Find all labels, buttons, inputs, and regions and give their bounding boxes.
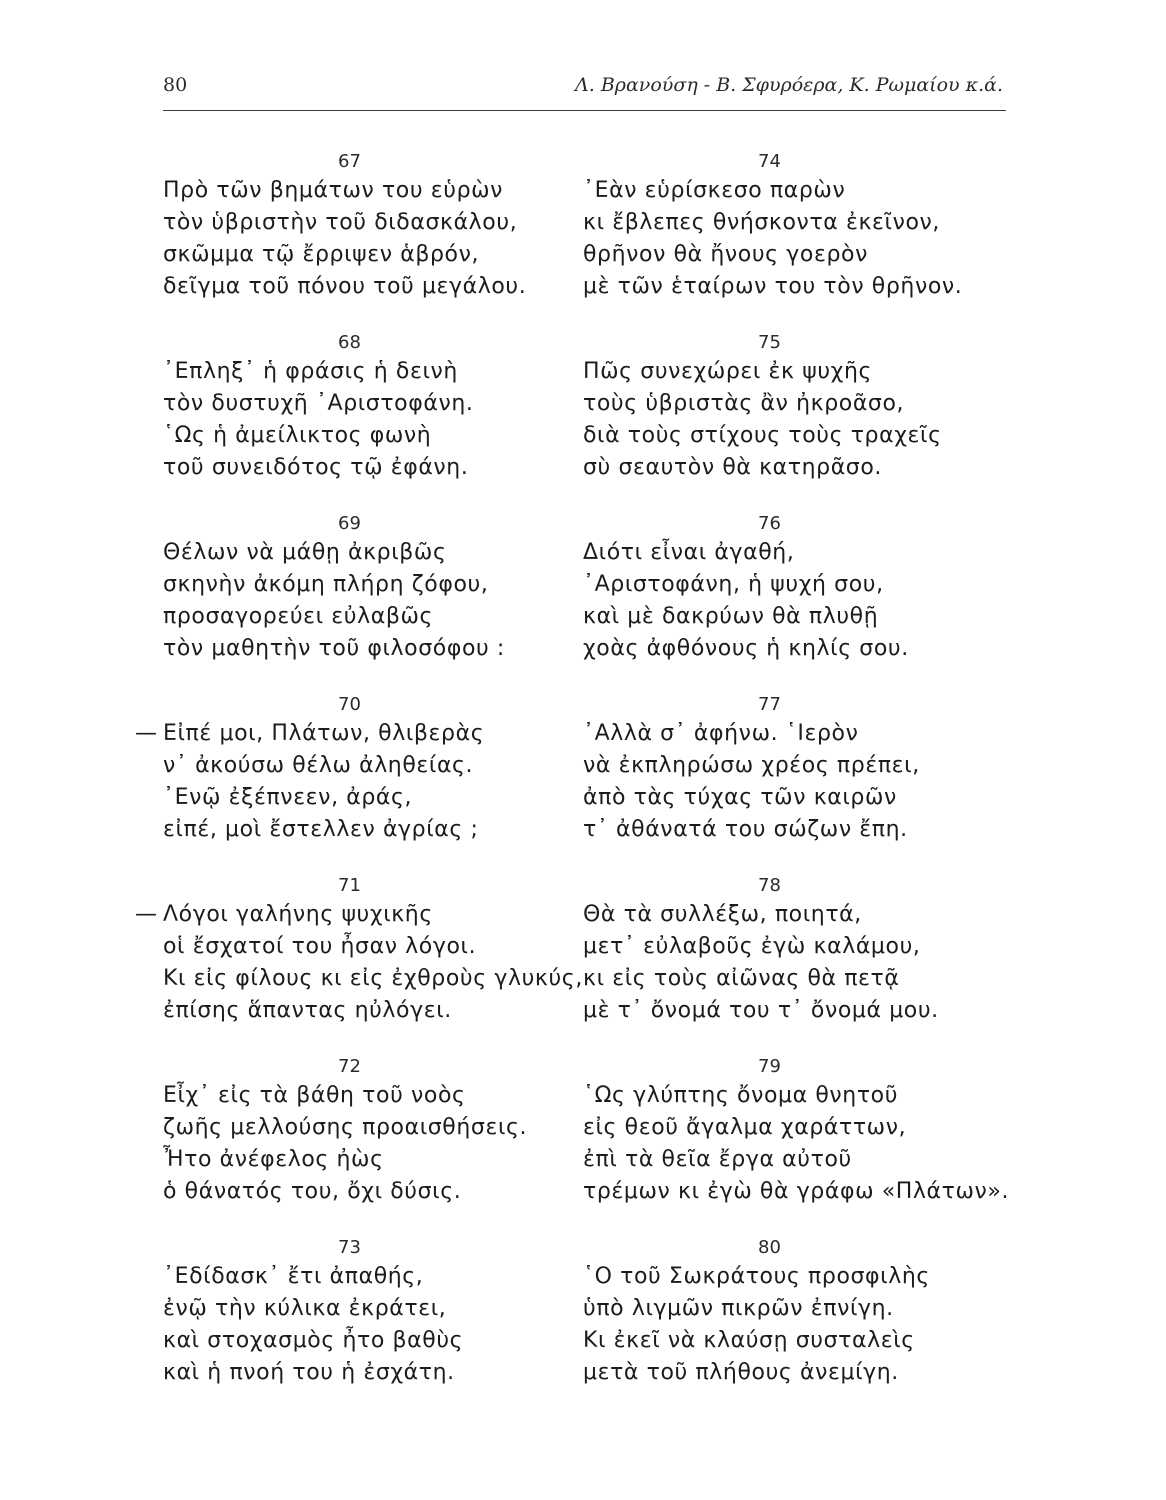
verse-line xyxy=(583,995,1043,1027)
stanza xyxy=(583,1053,1043,1234)
verse-line xyxy=(583,633,1043,665)
verse-line xyxy=(163,420,623,452)
verse-text: κι ἔβλεπες θνήσκοντα ἐκεῖνον, xyxy=(583,210,941,235)
verse-line xyxy=(135,899,623,931)
verse-line xyxy=(583,601,1043,633)
stanza xyxy=(583,148,1043,329)
verse-line xyxy=(583,356,1043,388)
verse-text: εἰς θεοῦ ἄγαλμα χαράττων, xyxy=(583,1115,907,1140)
page-number: 80 xyxy=(163,74,188,96)
verse-text: Θέλων νὰ μάθῃ ἀκριβῶς xyxy=(163,540,447,565)
verse-text: ὑπὸ λιγμῶν πικρῶν ἐπνίγη. xyxy=(583,1296,894,1321)
verse-line xyxy=(583,814,1043,846)
verse-text: Θὰ τὰ συλλέξω, ποιητά, xyxy=(583,902,862,927)
verse-line xyxy=(583,1293,1043,1325)
verse-line xyxy=(135,718,623,750)
verse-text: εἰπέ, μοὶ ἔστελλεν ἀγρίας ; xyxy=(163,817,479,842)
verse-line xyxy=(163,207,623,239)
verse-text: σκηνὴν ἀκόμη πλήρη ζόφου, xyxy=(163,572,489,597)
stanza-number: 71 xyxy=(338,875,361,896)
verse-line xyxy=(163,1176,623,1208)
verse-line xyxy=(163,931,623,963)
verse-text: Ἦτο ἀνέφελος ἠὼς xyxy=(163,1147,384,1172)
verse-text: Κι ἐκεῖ νὰ κλαύσῃ συσταλεὶς xyxy=(583,1328,915,1353)
stanza-number: 77 xyxy=(758,694,781,715)
stanza xyxy=(583,691,1043,872)
verse-text: δεῖγμα τοῦ πόνου τοῦ μεγάλου. xyxy=(163,274,527,299)
verse-line xyxy=(163,569,623,601)
verse-text: σκῶμμα τῷ ἔρριψεν ἁβρόν, xyxy=(163,242,480,267)
verse-line xyxy=(163,1112,623,1144)
verse-line xyxy=(163,356,623,388)
verse-line xyxy=(163,537,623,569)
verse-line xyxy=(583,452,1043,484)
stanza-number: 79 xyxy=(758,1056,781,1077)
verse-line xyxy=(583,420,1043,452)
verse-text: ἐπὶ τὰ θεῖα ἔργα αὐτοῦ xyxy=(583,1147,852,1172)
verse-text: ᾿Ενῷ ἐξέπνεεν, ἀράς, xyxy=(163,785,413,810)
verse-text: ἀπὸ τὰς τύχας τῶν καιρῶν xyxy=(583,785,897,810)
verse-text: σὺ σεαυτὸν θὰ κατηρᾶσο. xyxy=(583,455,882,480)
dialogue-dash: — xyxy=(135,902,158,927)
verse-text: ᾿Επληξ᾿ ἡ φράσις ἡ δεινὴ xyxy=(163,359,458,384)
verse-line xyxy=(583,718,1043,750)
verse-line xyxy=(163,1325,623,1357)
verse-text: ᾿Εδίδασκ᾿ ἔτι ἀπαθής, xyxy=(163,1264,424,1289)
verse-line xyxy=(163,239,623,271)
stanza xyxy=(163,329,623,510)
verse-line xyxy=(163,814,623,846)
stanza-number: 69 xyxy=(338,513,361,534)
stanza xyxy=(163,1053,623,1234)
verse-text: ὁ θάνατός του, ὄχι δύσις. xyxy=(163,1179,462,1204)
stanza-number: 70 xyxy=(338,694,361,715)
verse-line xyxy=(583,782,1043,814)
verse-line xyxy=(583,207,1043,239)
verse-line xyxy=(583,750,1043,782)
stanza xyxy=(163,1234,623,1415)
verse-text: μετ᾿ εὐλαβοῦς ἐγὼ καλάμου, xyxy=(583,934,921,959)
verse-text: Πῶς συνεχώρει ἐκ ψυχῆς xyxy=(583,359,873,384)
stanza-number: 76 xyxy=(758,513,781,534)
verse-text: τοὺς ὑβριστὰς ἂν ἠκροᾶσο, xyxy=(583,391,905,416)
verse-line xyxy=(163,1144,623,1176)
verse-text: ἐνῷ τὴν κύλικα ἐκράτει, xyxy=(163,1296,447,1321)
verse-text: ᾿Αλλὰ σ᾿ ἀφήνω. ῾Ιερὸν xyxy=(583,721,859,746)
verse-line xyxy=(583,388,1043,420)
verse-text: χοὰς ἀφθόνους ἡ κηλίς σου. xyxy=(583,636,909,661)
verse-text: Κι εἰς φίλους κι εἰς ἐχθροὺς γλυκύς, xyxy=(163,966,583,991)
verse-line xyxy=(163,1293,623,1325)
verse-text: ἐπίσης ἅπαντας ηὐλόγει. xyxy=(163,998,452,1023)
verse-line xyxy=(163,1261,623,1293)
verse-line xyxy=(163,963,623,995)
verse-line xyxy=(583,1176,1043,1208)
verse-text: μὲ τῶν ἑταίρων του τὸν θρῆνον. xyxy=(583,274,963,299)
verse-line xyxy=(583,537,1043,569)
dialogue-dash: — xyxy=(135,721,158,746)
verse-line xyxy=(163,271,623,303)
verse-text: Λόγοι γαλήνης ψυχικῆς xyxy=(163,902,433,927)
verse-line xyxy=(163,601,623,633)
stanza xyxy=(583,1234,1043,1415)
stanza xyxy=(583,329,1043,510)
verse-text: Εἰπέ μοι, Πλάτων, θλιβερὰς xyxy=(163,721,485,746)
verse-text: τοῦ συνειδότος τῷ ἐφάνη. xyxy=(163,455,469,480)
verse-line xyxy=(583,963,1043,995)
verse-line xyxy=(583,569,1043,601)
verse-text: οἱ ἔσχατοί του ἦσαν λόγοι. xyxy=(163,934,477,959)
verse-line xyxy=(163,388,623,420)
stanza xyxy=(583,872,1043,1053)
stanza xyxy=(135,872,623,1053)
verse-line xyxy=(163,175,623,207)
verse-text: θρῆνον θὰ ἤνους γοερὸν xyxy=(583,242,868,267)
verse-text: μετὰ τοῦ πλήθους ἀνεμίγη. xyxy=(583,1360,899,1385)
stanza xyxy=(163,510,623,691)
verse-line xyxy=(163,1357,623,1389)
verse-line xyxy=(583,1261,1043,1293)
verse-text: ῾Ως ἡ ἀμείλικτος φωνὴ xyxy=(163,423,432,448)
verse-text: ῾Ως γλύπτης ὄνομα θνητοῦ xyxy=(583,1083,899,1108)
verse-text: ῾Ο τοῦ Σωκράτους προσφιλὴς xyxy=(583,1264,930,1289)
verse-line xyxy=(163,452,623,484)
verse-text: κι εἰς τοὺς αἰῶνας θὰ πετᾷ xyxy=(583,966,900,991)
verse-line xyxy=(583,1112,1043,1144)
verse-text: τ᾿ ἀθάνατά του σώζων ἔπη. xyxy=(583,817,908,842)
verse-line xyxy=(163,782,623,814)
stanza-number: 68 xyxy=(338,332,361,353)
verse-line xyxy=(163,633,623,665)
verse-text: Διότι εἶναι ἀγαθή, xyxy=(583,540,795,565)
verse-text: διὰ τοὺς στίχους τοὺς τραχεῖς xyxy=(583,423,942,448)
stanza-number: 78 xyxy=(758,875,781,896)
verse-line xyxy=(163,750,623,782)
verse-text: νὰ ἐκπληρώσω χρέος πρέπει, xyxy=(583,753,920,778)
header-rule xyxy=(163,110,1006,111)
stanza-number: 72 xyxy=(338,1056,361,1077)
verse-text: τὸν ὑβριστὴν τοῦ διδασκάλου, xyxy=(163,210,518,235)
verse-line xyxy=(583,1325,1043,1357)
verse-line xyxy=(163,1080,623,1112)
verse-text: καὶ στοχασμὸς ἦτο βαθὺς xyxy=(163,1328,464,1353)
verse-text: καὶ ἡ πνοή του ἡ ἐσχάτη. xyxy=(163,1360,455,1385)
verse-line xyxy=(583,175,1043,207)
running-head: Λ. Βρανούση - Β. Σφυρόερα, Κ. Ρωμαίου κ.ά. xyxy=(575,74,1003,96)
stanza xyxy=(135,691,623,872)
verse-text: καὶ μὲ δακρύων θὰ πλυθῇ xyxy=(583,604,879,629)
verse-text: τὸν δυστυχῆ ᾿Αριστοφάνη. xyxy=(163,391,474,416)
stanza-number: 73 xyxy=(338,1237,361,1258)
verse-text: τὸν μαθητὴν τοῦ φιλοσόφου : xyxy=(163,636,505,661)
stanza-number: 67 xyxy=(338,151,361,172)
verse-line xyxy=(583,271,1043,303)
verse-text: ᾿Αριστοφάνη, ἡ ψυχή σου, xyxy=(583,572,884,597)
stanza-number: 74 xyxy=(758,151,781,172)
verse-line xyxy=(583,899,1043,931)
verse-text: προσαγορεύει εὐλαβῶς xyxy=(163,604,434,629)
verse-text: ζωῆς μελλούσης προαισθήσεις. xyxy=(163,1115,528,1140)
verse-text: ᾿Εὰν εὑρίσκεσο παρὼν xyxy=(583,178,846,203)
stanza xyxy=(583,510,1043,691)
verse-line xyxy=(583,1080,1043,1112)
verse-text: μὲ τ᾿ ὄνομά του τ᾿ ὄνομά μου. xyxy=(583,998,939,1023)
verse-text: τρέμων κι ἐγὼ θὰ γράφω «Πλάτων». xyxy=(583,1179,1010,1204)
verse-line xyxy=(583,1144,1043,1176)
verse-text: Εἶχ᾿ εἰς τὰ βάθη τοῦ νοὸς xyxy=(163,1083,466,1108)
verse-line xyxy=(583,931,1043,963)
right-column xyxy=(583,148,1043,1415)
verse-line xyxy=(583,1357,1043,1389)
verse-text: Πρὸ τῶν βημάτων του εὑρὼν xyxy=(163,178,504,203)
stanza-number: 75 xyxy=(758,332,781,353)
stanza xyxy=(163,148,623,329)
page-header xyxy=(163,74,1003,104)
verse-text: ν᾿ ἀκούσω θέλω ἀληθείας. xyxy=(163,753,474,778)
verse-line xyxy=(163,995,623,1027)
verse-line xyxy=(583,239,1043,271)
stanza-number: 80 xyxy=(758,1237,781,1258)
left-column xyxy=(135,148,623,1415)
